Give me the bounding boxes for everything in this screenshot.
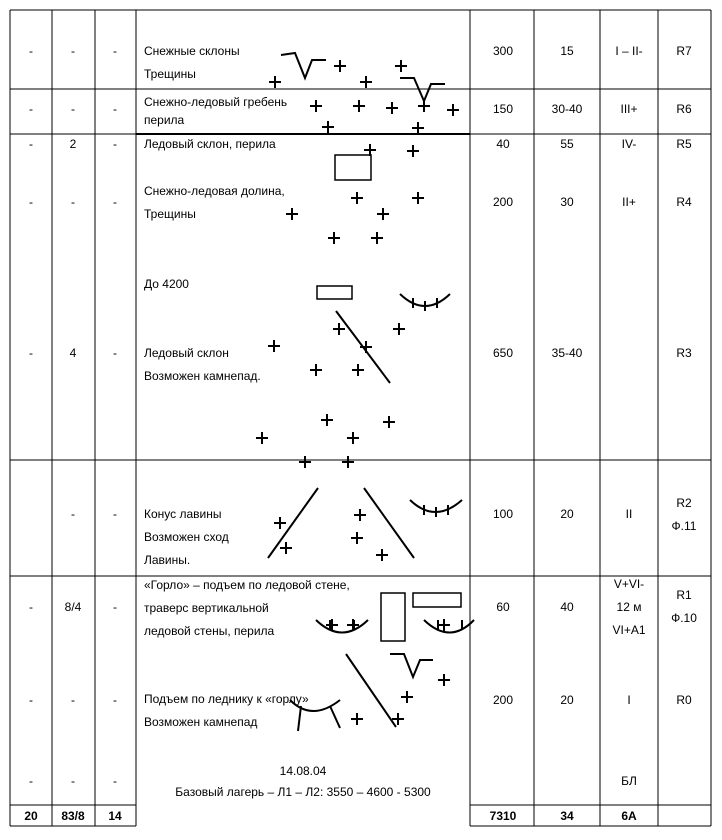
cell-c1: - <box>29 600 33 614</box>
cell-c1: - <box>29 693 33 707</box>
cornice-mark <box>400 294 450 311</box>
total-c1: 20 <box>24 809 38 823</box>
cell-category: VI+A1 <box>612 623 646 637</box>
description-line: Возможен камнепад. <box>144 369 261 383</box>
cell-section: Ф.10 <box>671 611 697 625</box>
cell-length: 200 <box>492 693 514 707</box>
cell-angle: 35-40 <box>551 346 583 360</box>
description-line: Конус лавины <box>144 507 222 521</box>
cell-category: II+ <box>622 195 636 209</box>
cell-c3: - <box>113 137 117 151</box>
cell-angle: 30-40 <box>551 102 583 116</box>
slope-line <box>364 488 414 558</box>
cell-section: R6 <box>676 102 692 116</box>
cell-category: I – II- <box>615 44 643 58</box>
cell-angle: 20 <box>560 507 574 521</box>
cell-c2: - <box>71 102 75 116</box>
ice-wall-box <box>413 593 461 607</box>
cell-c1: - <box>29 346 33 360</box>
crevasse-mark <box>400 78 445 101</box>
cell-c1: - <box>29 44 33 58</box>
description-line: До 4200 <box>144 277 189 291</box>
cell-c2: 2 <box>69 137 77 151</box>
cornice-mark <box>410 500 462 517</box>
cell-category: 12 м <box>616 600 642 614</box>
cell-length: 40 <box>496 137 510 151</box>
cell-c3: - <box>113 600 117 614</box>
slope-line <box>336 311 390 383</box>
description-line: Возможен камнепад <box>144 715 258 729</box>
cell-c3: - <box>113 102 117 116</box>
cell-section: R1 <box>676 588 692 602</box>
route-date: 14.08.04 <box>279 764 327 778</box>
cell-length: 150 <box>492 102 514 116</box>
cell-section: R7 <box>676 44 692 58</box>
description-line: Подъем по леднику к «горлу» <box>144 692 309 706</box>
crevasse-mark <box>390 654 433 677</box>
cell-c2: - <box>71 507 75 521</box>
cell-c3: - <box>113 507 117 521</box>
cell-section: R0 <box>676 693 692 707</box>
cell-length: 200 <box>492 195 514 209</box>
description-line: «Горло» – подъем по ледовой стене, <box>144 578 350 592</box>
description-line: Возможен сход <box>144 530 229 544</box>
cell-section: R4 <box>676 195 692 209</box>
description-line: перила <box>144 113 185 127</box>
cell-angle: 20 <box>560 693 574 707</box>
ice-wall-box <box>381 593 405 641</box>
cell-c3: - <box>113 195 117 209</box>
cornice-mark <box>424 620 474 633</box>
cell-c1: - <box>29 774 33 788</box>
cell-length: 60 <box>496 600 510 614</box>
description-line: Снежные склоны <box>144 44 240 58</box>
crevasse-mark <box>281 53 326 78</box>
cell-length: 650 <box>492 346 514 360</box>
cornice-mark <box>316 620 368 633</box>
total-c3: 14 <box>108 809 122 823</box>
description-line: Трещины <box>144 67 196 81</box>
cell-c2: 8/4 <box>64 600 82 614</box>
description-line: ледовой стены, перила <box>144 624 275 638</box>
total-category: 6А <box>621 809 637 823</box>
total-c2: 83/8 <box>61 809 85 823</box>
cell-category: V+VI- <box>613 577 645 591</box>
cell-length: 100 <box>492 507 514 521</box>
cell-c2: 4 <box>69 346 77 360</box>
total-angle: 34 <box>560 809 574 823</box>
cell-category: IV- <box>621 137 637 151</box>
cell-c2: - <box>71 774 75 788</box>
cell-section: R3 <box>676 346 692 360</box>
total-length: 7310 <box>489 809 517 823</box>
description-line: Ледовый склон, перила <box>144 137 276 151</box>
cell-angle: 15 <box>560 44 574 58</box>
cell-category: БЛ <box>621 774 637 788</box>
cell-category: III+ <box>620 102 638 116</box>
camp-heights: Базовый лагерь – Л1 – Л2: 3550 – 4600 - 5300 <box>175 785 431 799</box>
description-line: Лавины. <box>144 553 191 567</box>
description-line: Трещины <box>144 207 196 221</box>
cell-c2: - <box>71 195 75 209</box>
slope-line <box>346 654 396 727</box>
cell-c2: - <box>71 44 75 58</box>
cell-c1: - <box>29 195 33 209</box>
cell-angle: 40 <box>560 600 574 614</box>
cell-angle: 55 <box>560 137 574 151</box>
cell-c3: - <box>113 346 117 360</box>
cell-category: II <box>625 507 633 521</box>
cell-length: 300 <box>492 44 514 58</box>
cell-section: Ф.11 <box>671 519 697 533</box>
ice-step-box <box>317 286 352 299</box>
cell-c3: - <box>113 693 117 707</box>
cell-c3: - <box>113 774 117 788</box>
description-line: траверс вертикальной <box>144 601 269 615</box>
cell-category: I <box>627 693 631 707</box>
cell-section: R2 <box>676 496 692 510</box>
cell-c3: - <box>113 44 117 58</box>
cell-c1: - <box>29 102 33 116</box>
description-line: Снежно-ледовый гребень <box>144 95 288 109</box>
cell-c1: - <box>29 137 33 151</box>
description-line: Снежно-ледовая долина, <box>144 184 285 198</box>
cell-angle: 30 <box>560 195 574 209</box>
cell-section: R5 <box>676 137 692 151</box>
cell-c2: - <box>71 693 75 707</box>
description-line: Ледовый склон <box>144 346 229 360</box>
ice-step-box <box>335 155 371 180</box>
